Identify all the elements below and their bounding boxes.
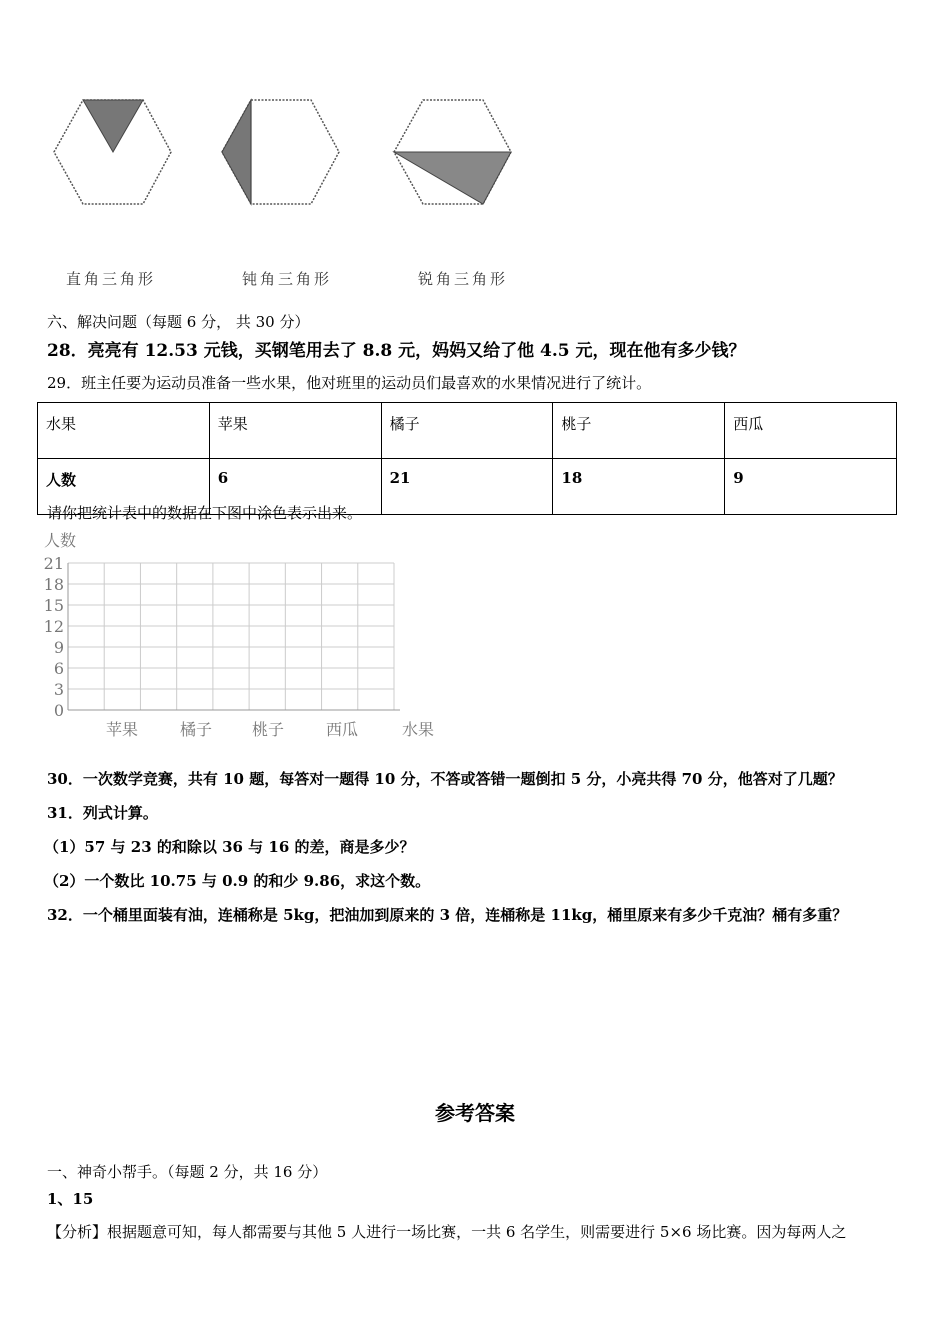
answer-1: 1、15 xyxy=(47,1190,94,1208)
hexagon-figure-obtuse-triangle xyxy=(218,92,343,208)
answers-title: 参考答案 xyxy=(435,1101,515,1125)
y-tick-label: 9 xyxy=(53,638,64,657)
caption-obtuse-triangle: 钝角三角形 xyxy=(242,270,333,288)
question-30: 30．一次数学竞赛，共有 10 题，每答对一题得 10 分，不答或答错一题倒扣 5 分，小亮共得 70 分，他答对了几题？ xyxy=(47,770,843,788)
question-31-part-1: （1）57 与 23 的和除以 36 与 16 的差，商是多少？ xyxy=(44,838,415,856)
x-category-label: 桃子 xyxy=(251,720,285,739)
chart-x-label: 水果 xyxy=(402,720,435,739)
y-tick-label: 18 xyxy=(43,575,64,594)
caption-right-triangle: 直角三角形 xyxy=(66,270,157,288)
section-heading: 六、解决问题（每题 6 分， 共 30 分） xyxy=(47,313,310,331)
x-category-label: 西瓜 xyxy=(325,720,359,739)
table-cell: 苹果 xyxy=(209,403,381,459)
table-cell: 人数 xyxy=(38,459,210,515)
hexagon-figure-acute-triangle xyxy=(390,92,515,208)
table-cell: 桃子 xyxy=(553,403,725,459)
statistics-table xyxy=(37,402,897,515)
chart-y-label: 人数 xyxy=(44,531,77,550)
answers-section-heading: 一、神奇小帮手。（每题 2 分，共 16 分） xyxy=(47,1163,328,1181)
x-category-label: 苹果 xyxy=(105,720,139,739)
hexagon-figure-right-triangle xyxy=(50,92,175,208)
x-category-label: 橘子 xyxy=(179,720,213,739)
answer-analysis: 【分析】根据题意可知，每人都需要与其他 5 人进行一场比赛，一共 6 名学生，则需要进行 5×6 场比赛。因为每两人之 xyxy=(47,1223,847,1241)
question-28: 28．亮亮有 12.53 元钱，买钢笔用去了 8.8 元，妈妈又给了他 4.5 元，现在他有多少钱？ xyxy=(47,341,746,361)
table-cell: 橘子 xyxy=(381,403,553,459)
y-tick-label: 15 xyxy=(43,596,64,615)
table-cell: 6 xyxy=(209,459,381,515)
question-29-instruction: 请你把统计表中的数据在下图中涂色表示出来。 xyxy=(47,504,363,522)
y-tick-label: 0 xyxy=(53,701,64,720)
table-cell: 18 xyxy=(553,459,725,515)
y-tick-label: 12 xyxy=(43,617,64,636)
y-tick-label: 21 xyxy=(43,554,64,573)
question-32: 32．一个桶里面装有油，连桶称是 5kg，把油加到原来的 3 倍，连桶称是 11kg，桶里原来有多少千克油？桶有多重？ xyxy=(47,906,848,924)
table-row xyxy=(38,403,897,459)
y-tick-label: 6 xyxy=(53,659,64,678)
y-tick-label: 3 xyxy=(53,680,64,699)
question-31-part-2: （2）一个数比 10.75 与 0.9 的和少 9.86，求这个数。 xyxy=(44,872,431,890)
question-29: 29．班主任要为运动员准备一些水果，他对班里的运动员们最喜欢的水果情况进行了统计。 xyxy=(47,374,652,392)
table-cell: 水果 xyxy=(38,403,210,459)
caption-acute-triangle: 锐角三角形 xyxy=(418,270,509,288)
table-cell: 9 xyxy=(725,459,897,515)
question-31: 31．列式计算。 xyxy=(47,804,158,822)
table-cell: 21 xyxy=(381,459,553,515)
table-cell: 西瓜 xyxy=(725,403,897,459)
blank-bar-chart xyxy=(38,528,458,746)
